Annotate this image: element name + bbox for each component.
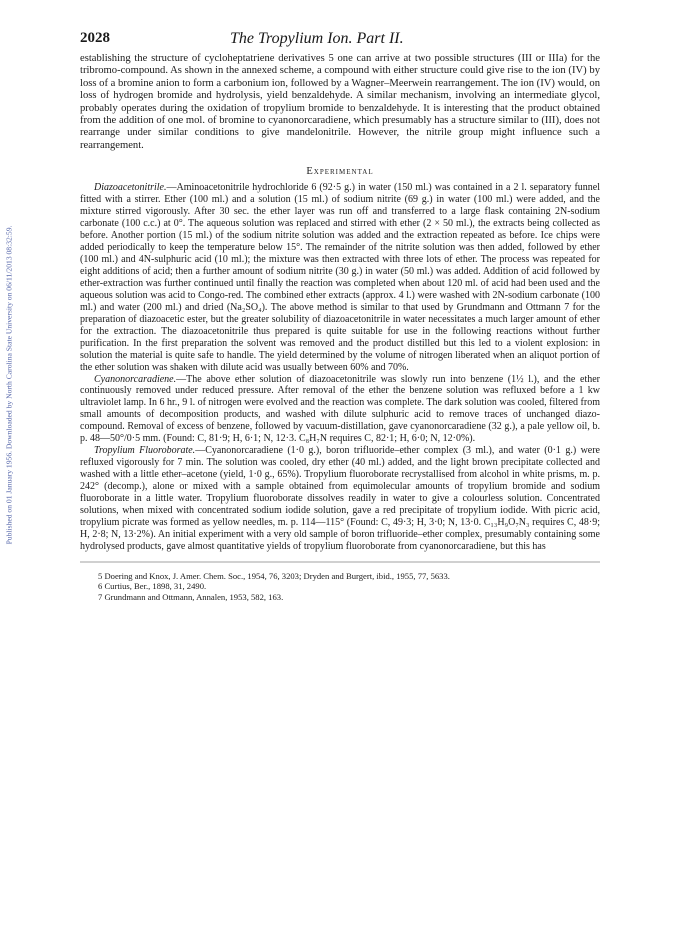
footnote: 6 Curtius, Ber., 1898, 31, 2490. [98,581,207,592]
footnotes [80,571,600,603]
page-body [80,30,600,603]
paragraph-body: —Aminoacetonitrile hydrochloride 6 (92·5 g.) in water (150 ml.) was contained in a 2 l. separatory funnel fitted with a stirrer. Ether (100 ml.) and a solution (15 ml.) of sodium nitrite (69 g.) in water (100 ml.) were added, and the mixture stirred vigorously. After 30 sec. the ether layer was run off and transferred to a large flask containing 2N-sodium carbonate (100 c.c.) at 0°. The aqueous solution was replaced and stirred with ether (2 × 50 ml.), the extracts being collected as before. Another portion (15 ml.) of the sodium nitrite solution was added and the extraction repeated as before. Ice chips were added periodically to keep the temperature below 15°. The remainder of the nitrite solution was then added, followed by ether (100 ml.) and 4N-sulphuric acid (10 ml.); the mixture was then extracted with three lots of ether. The process was repeated for eight additions of acid; then a further amount of sodium nitrite (30 g.) in water (50 ml.) was added. Addition of acid followed by ether-extraction was further continued until finally the reaction was completed when about 120 ml. of acid had been used and the aqueous solution was acid to Congo-red. The combined ether extracts (approx. 4 l.) were washed with 2N-sodium carbonate (100 ml.) and water (200 ml.) and dried (Na₂SO₄). The above method is similar to that used by Grundmann and Ottmann 7 for the preparation of diazoacetic ester, but the greater solubility of diazoacetonitrile in water necessitates a much larger amount of ether for the extraction. The diazoacetonitrile thus prepared is quite suitable for use in the following reactions without further purification. In the first preparation the solvent was removed and the product distilled but this led to a violent explosion: in solution the material is quite safe to handle. The yield determined by the volume of nitrogen liberated when an aliquot portion of the ether solution was shaken with dilute acid was usually between 60% and 70%. [80,182,600,373]
section-heading-experimental: Experimental [306,166,374,178]
paragraph-tropylium-fluoroborate [80,445,600,553]
footnote: 5 Doering and Knox, J. Amer. Chem. Soc., 1954, 76, 3203; Dryden and Burgert, ibid., 1955, 77, 5633. [98,570,450,581]
paragraph-body: —The above ether solution of diazoacetonitrile was slowly run into benzene (1½ l.), and the ether continuously removed under reduced pressure. After removal of the ether the benzene solution was refluxed before a 1 kw ultraviolet lamp. In 6 hr., 9 l. of nitrogen were evolved and the reaction was complete. The dark solution was cooled, filtered from small amounts of decomposition products, and washed with dilute sulphuric acid to remove traces of unchanged diazo-compound. Removal of excess of benzene, followed by vacuum-distillation, gave cyanonorcaradiene (32 g.), a pale yellow oil, b. p. 48—50°/0·5 mm. (Found: C, 81·9; H, 6·1; N, 12·3. C₈H₇N requires C, 82·1; H, 6·0; N, 12·0%). [80,373,600,445]
paragraph-title: Tropylium Fluoroborate. [94,445,196,457]
page-number: 2028 [80,30,110,46]
paragraph-diazoacetonitrile [80,182,600,373]
page-header [80,30,600,52]
download-notice [2,120,16,650]
footnote-divider [80,560,600,564]
paragraph-title: Cyanonorcaradiene. [94,373,177,385]
paragraph-body: —Cyanonorcaradiene (1·0 g.), boron trifluoride–ether complex (3 ml.), and water (0·1 g.) were refluxed vigorously for 7 min. The solution was cooled, dry ether (40 ml.) added, and the light brown precipitate collected and washed with a little ether–acetone (yield, 1·0 g., 65%). Tropylium fluoroborate recrystallised from alcohol in white prisms, m. p. 242° (decomp.), alone or mixed with a sample obtained from equimolecular amounts of tropylium bromide and sodium fluoroborate in a little water. Tropylium fluoroborate dissolves readily in water to give a colourless solution. Concentrated solutions, when mixed with concentrated sodium iodide solution, gave a red precipitate of tropylium iodide. With picric acid, tropylium picrate was formed as yellow needles, m. p. 114—115° (Found: C, 49·3; H, 3·0; N, 13·0. C₁₃H₉O₇N₃ requires C, 48·9; H, 2·8; N, 13·2%). An initial experiment with a very old sample of boron trifluoride–ether complex, presumably containing some hydrolysed products, gave almost quantitative yields of tropylium fluoroborate from cyanonorcaradiene, but this has [80,445,600,552]
experimental-section [80,182,600,553]
intro-paragraph: establishing the structure of cycloheptatriene derivatives 5 one can arrive at two possible structures (III or IIIa) for the tribromo-compound. As shown in the annexed scheme, a compound with either structure could give rise to the ion (IV) by loss of a bromine anion to form a carbonium ion, followed by a Wagner–Meerwein rearrangement. The ion (IV) would, on loss of hydrogen bromide and hydrolysis, yield benzaldehyde. A similar mechanism, involving an intermediate glycol, probably operates during the oxidation of tropylium bromide to benzaldehyde. It is interesting that the product obtained from the addition of one mol. of bromine to cyanonorcaradiene, which presumably has a structure similar to (III), does not rearrange under similar conditions to give mandelonitrile. However, the nitrile group might influence such a rearrangement. [80,53,600,151]
paragraph-cyanonorcaradiene [80,374,600,446]
paragraph-title: Diazoacetonitrile. [94,182,167,194]
footnote: 7 Grundmann and Ottmann, Annalen, 1953, 582, 163. [98,591,284,602]
download-notice-text: Published on 01 January 1956. Downloaded by North Carolina State University on 06/11/2013 08:32:59. [4,225,14,545]
running-title: The Tropylium Ion. Part II. [230,30,404,47]
